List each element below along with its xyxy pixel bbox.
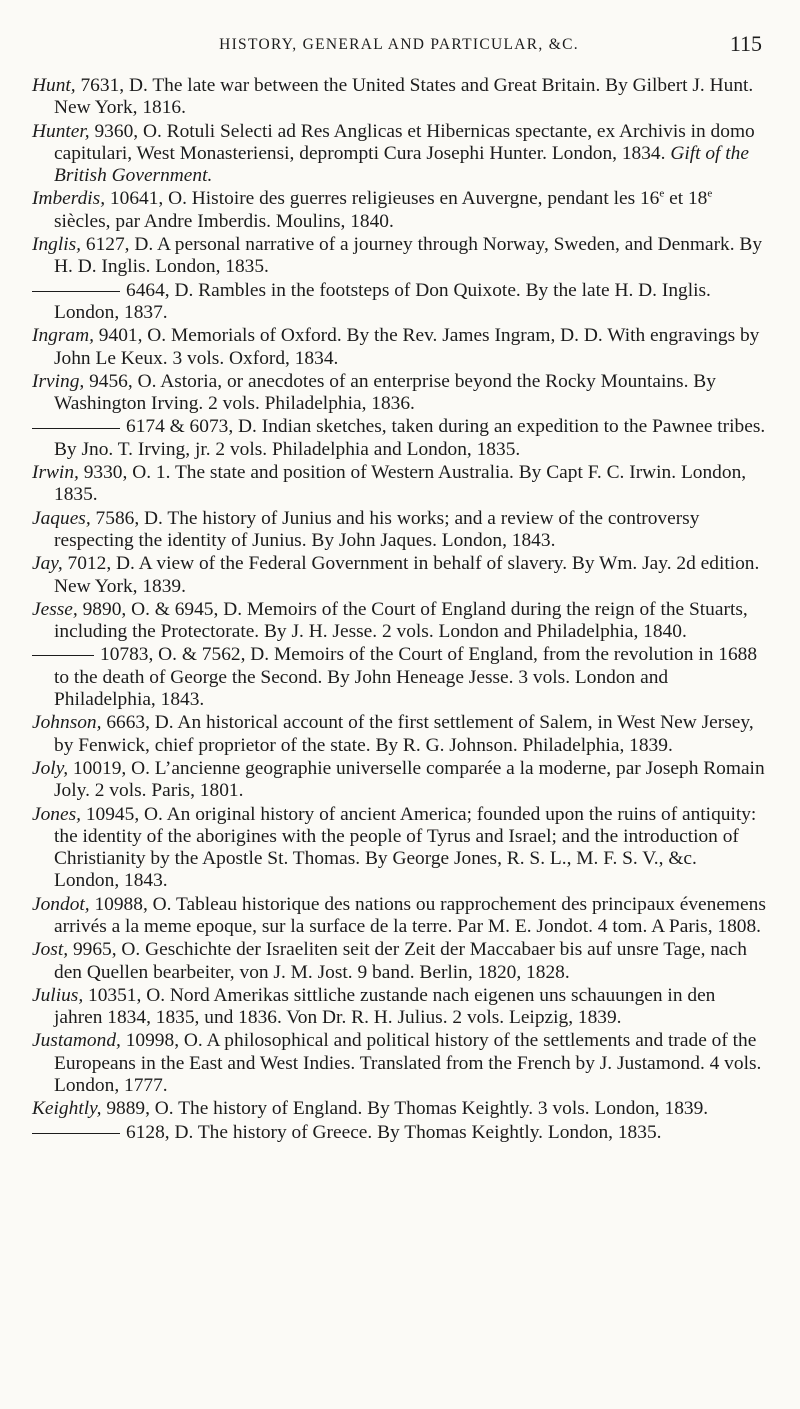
catalog-entry xyxy=(32,234,766,279)
entry-text: et 18 xyxy=(664,188,708,210)
entry-text: 10998, O. A philosophical and political history of the settlements and trade of the Europeans in the East and West Indies. Translated from the French by J. Justamond. 4 vols. London, 1777. xyxy=(54,1030,762,1097)
catalog-entry xyxy=(32,121,766,188)
author-name: Julius, xyxy=(32,984,84,1006)
ditto-dash xyxy=(32,428,120,429)
entry-text: 10945, O. An original history of ancient America; founded upon the ruins of antiquity: the identity of the aborigines with the people of Tyrus and Israel; and the introduction of Christianity by the Apostle St. Thomas. By George Jones, R. S. L., M. F. S. V., &c. London, 1843. xyxy=(54,803,757,892)
entry-text: 7586, D. The history of Junius and his works; and a review of the controversy respecting the identity of Junius. By John Jaques. London, 1843. xyxy=(54,507,700,551)
ditto-dash xyxy=(32,655,94,656)
entry-text: 9889, O. The history of England. By Thomas Keightly. 3 vols. London, 1839. xyxy=(101,1098,709,1120)
author-name: Jondot, xyxy=(32,893,90,915)
catalog-entry xyxy=(32,644,766,711)
entry-text: 9330, O. 1. The state and position of Western Australia. By Capt F. C. Irwin. London, 1835. xyxy=(54,462,747,506)
entry-text: 7631, D. The late war between the United States and Great Britain. By Gilbert J. Hunt. New York, 1816. xyxy=(54,75,754,119)
catalog-entry xyxy=(32,894,766,939)
entry-text: 10641, O. Histoire des guerres religieuses en Auvergne, pendant les 16 xyxy=(105,188,660,210)
entry-text: 6128, D. The history of Greece. By Thomas Keightly. London, 1835. xyxy=(126,1121,662,1143)
author-name: Jay, xyxy=(32,553,63,575)
author-name: Ingram, xyxy=(32,325,94,347)
author-name: Jaques, xyxy=(32,507,91,529)
entry-note: Gift of the British Government. xyxy=(54,142,749,187)
author-name: Hunt, xyxy=(32,75,76,96)
superscript: e xyxy=(659,188,665,201)
entry-text: 6464, D. Rambles in the footsteps of Don Quixote. By the late H. D. Inglis. London, 1837. xyxy=(54,279,711,323)
catalog-entry xyxy=(32,1122,766,1144)
entry-text: 9360, O. Rotuli Selecti ad Res Anglicas et Hibernicas spectante, ex Archivis in domo capitulari, West Monasteriensi, deprompti Cura Josephi Hunter. London, 1834. xyxy=(54,120,755,164)
catalog-entries xyxy=(32,75,766,1144)
catalog-entry xyxy=(32,371,766,416)
entry-text: 9890, O. & 6945, D. Memoirs of the Court of England during the reign of the Stuarts, including the Protectorate. By J. H. Jesse. 2 vols. London and Philadelphia, 1840. xyxy=(54,598,748,643)
catalog-entry xyxy=(32,553,766,598)
author-name: Jones, xyxy=(32,803,81,825)
author-name: Irving, xyxy=(32,370,85,392)
catalog-entry xyxy=(32,325,766,370)
ditto-dash xyxy=(32,1133,120,1134)
author-name: Imberdis, xyxy=(32,188,106,210)
catalog-entry xyxy=(32,599,766,644)
entry-text: 9456, O. Astoria, or anecdotes of an enterprise beyond the Rocky Mountains. By Washington Irving. 2 vols. Philadelphia, 1836. xyxy=(54,370,716,415)
catalog-entry xyxy=(32,939,766,984)
catalog-entry xyxy=(32,1030,766,1097)
catalog-entry xyxy=(32,75,766,120)
author-name: Jesse, xyxy=(32,598,78,620)
author-name: Johnson, xyxy=(32,712,102,734)
entry-text: 7012, D. A view of the Federal Government in behalf of slavery. By Wm. Jay. 2d edition. New York, 1839. xyxy=(54,553,760,597)
author-name: Justamond, xyxy=(32,1030,121,1052)
author-name: Joly, xyxy=(32,757,69,779)
entry-text: 10783, O. & 7562, D. Memoirs of the Court of England, from the revolution in 1688 to the death of George the Second. By John Heneage Jesse. 3 vols. London and Philadelphia, 1843. xyxy=(54,644,758,711)
entry-text: 6174 & 6073, D. Indian sketches, taken during an expedition to the Pawnee tribes. By Jno. T. Irving, jr. 2 vols. Philadelphia and London, 1835. xyxy=(54,416,766,460)
catalog-entry xyxy=(32,416,766,461)
catalog-entry xyxy=(32,985,766,1030)
catalog-entry xyxy=(32,508,766,553)
author-name: Hunter, xyxy=(32,120,90,142)
catalog-entry xyxy=(32,188,766,233)
ditto-dash xyxy=(32,291,120,292)
page-header xyxy=(32,0,766,58)
author-name: Jost, xyxy=(32,939,69,961)
author-name: Keightly, xyxy=(32,1098,102,1120)
catalog-entry xyxy=(32,1098,766,1120)
entry-text: 10351, O. Nord Amerikas sittliche zustande nach eigenen uns schauungen in den jahren 1834, 1835, und 1836. Von Dr. R. H. Julius. 2 vols. Leipzig, 1839. xyxy=(54,984,716,1029)
author-name: Inglis, xyxy=(32,234,82,256)
entry-text: 9965, O. Geschichte der Israeliten seit der Zeit der Maccabaer bis auf unsre Tage, nach den Quellen bearbeiter, von J. M. Jost. 9 band. Berlin, 1820, 1828. xyxy=(54,939,747,983)
catalog-entry xyxy=(32,462,766,507)
author-name: Irwin, xyxy=(32,462,79,484)
entry-text: 6127, D. A personal narrative of a journey through Norway, Sweden, and Denmark. By H. D. Inglis. London, 1835. xyxy=(54,234,763,278)
entry-text: 10019, O. L’ancienne geographie universelle comparée a la moderne, par Joseph Romain Joly. 2 vols. Paris, 1801. xyxy=(54,757,765,802)
catalog-entry xyxy=(32,758,766,803)
superscript: e xyxy=(707,188,713,201)
catalog-entry xyxy=(32,712,766,757)
entry-text: 6663, D. An historical account of the first settlement of Salem, in West New Jersey, by Fenwick, chief proprietor of the state. By R. G. Johnson. Philadelphia, 1839. xyxy=(54,712,754,756)
page-number: 115 xyxy=(729,31,762,56)
entry-text: 10988, O. Tableau historique des nations ou rapprochement des principaux évenemens arrivés a la meme epoque, sur la surface de la terre. Par M. E. Jondot. 4 tom. A Paris, 1808. xyxy=(54,893,766,937)
entry-text: 9401, O. Memorials of Oxford. By the Rev. James Ingram, D. D. With engravings by John Le Keux. 3 vols. Oxford, 1834. xyxy=(54,325,760,369)
running-head: HISTORY, GENERAL AND PARTICULAR, &C. xyxy=(219,36,579,53)
entry-text: siècles, par Andre Imberdis. Moulins, 1840. xyxy=(54,210,394,232)
catalog-entry xyxy=(32,804,766,893)
catalog-entry xyxy=(32,280,766,325)
